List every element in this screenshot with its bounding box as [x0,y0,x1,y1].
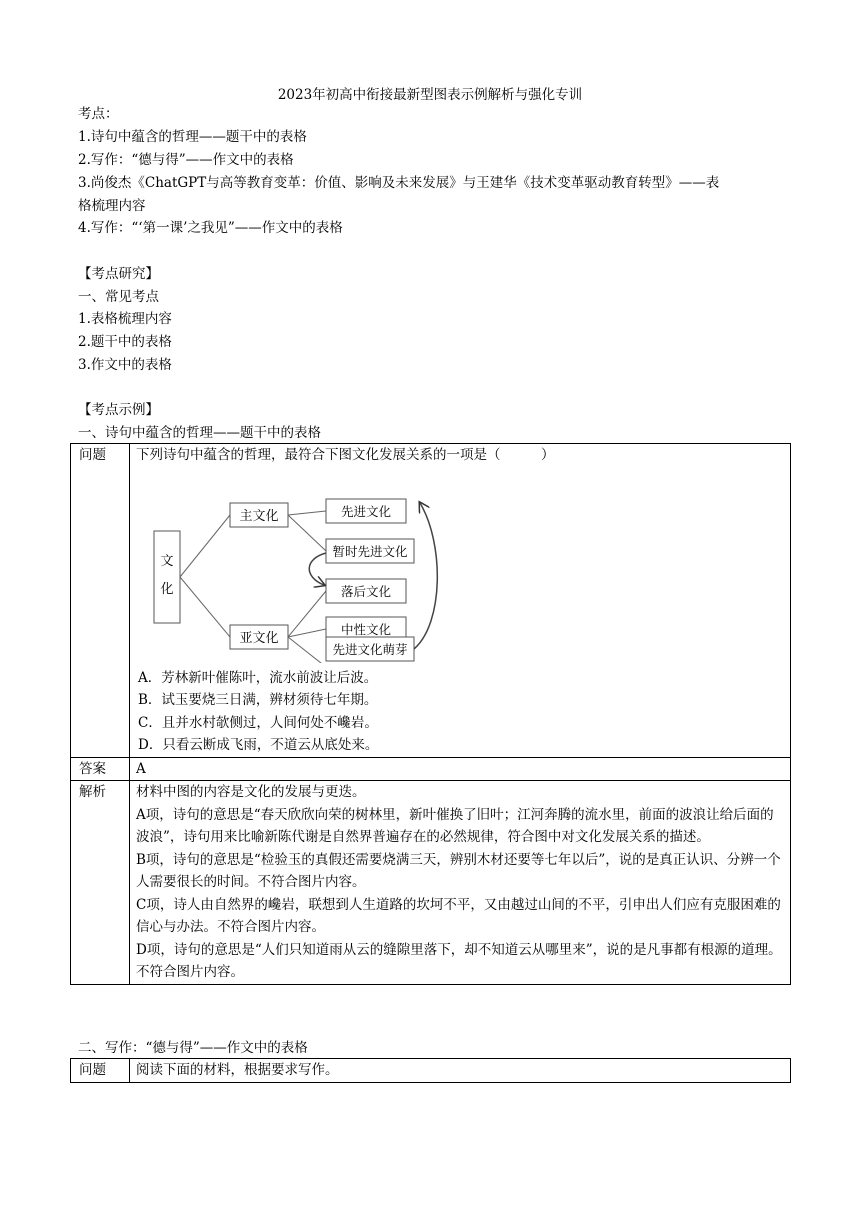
research-heading: 【考点研究】 [78,266,159,282]
question-label: 问题 [71,1059,130,1083]
question-text: 下列诗句中蕴含的哲理，最符合下图文化发展关系的一项是（ ） [136,447,555,463]
diagram-root-char: 文 [160,553,174,569]
diagram-root-char: 化 [160,581,174,597]
diagram-main-label: 主文化 [239,508,279,524]
research-item: 3.作文中的表格 [78,357,172,373]
diagram-node-neutral: 中性文化 [340,621,392,637]
question-cell [130,444,791,758]
analysis-label: 解析 [71,781,130,985]
diagram-node-advanced: 先进文化 [340,503,392,519]
option-b: B．试玉要烧三日满，辨材须待七年期。 [138,692,378,708]
example-table-1 [70,443,791,985]
examples-heading: 【考点示例】 [78,402,159,418]
table-row [71,1059,791,1083]
kaodian-item: 3.尚俊杰《ChatGPT与高等教育变革：价值、影响及未来发展》与王建华《技术变革驱动教育转型》——表 [78,175,720,191]
table-row [71,444,791,758]
question-text: 阅读下面的材料，根据要求写作。 [130,1059,791,1083]
research-subheading: 一、常见考点 [78,289,159,305]
diagram-sub-label: 亚文化 [239,630,279,646]
analysis-paragraph: 材料中图的内容是文化的发展与更迭。 [136,784,366,800]
diagram-root-box [154,531,180,623]
option-c: C．且并水村欹侧过，人间何处不巉岩。 [138,714,378,731]
kaodian-item-continued: 格梳理内容 [78,198,146,214]
kaodian-heading: 考点： [78,106,119,122]
analysis-paragraph: D项，诗句的意思是“人们只知道雨从云的缝隙里落下，却不知道云从哪里来”，说的是凡事都有根源的道理。不符合图片内容。 [136,941,782,980]
option-d: D．只看云断成飞雨，不道云从底处来。 [138,737,379,753]
answer-value: A [130,757,791,781]
diagram-edge [288,511,326,515]
diagram-node-sprout: 先进文化萌芽 [332,641,408,657]
research-item: 2.题干中的表格 [78,334,172,350]
kaodian-item: 2.写作：“德与得”——作文中的表格 [78,152,294,168]
culture-diagram [144,473,444,663]
diagram-edge [180,577,230,637]
section-heading-2: 二、写作：“德与得”——作文中的表格 [78,1040,308,1056]
diagram-edge [180,515,230,577]
diagram-arrow [414,503,437,649]
diagram-edge [288,515,326,551]
analysis-paragraph: C项，诗人由自然界的巉岩，联想到人生道路的坎坷不平，又由越过山间的不平，引申出人们应有克服困难的信心与办法。不符合图片内容。 [136,896,781,935]
example-table-2 [70,1058,791,1083]
analysis-paragraph: A项，诗句的意思是“春天欣欣向荣的树林里，新叶催换了旧叶；江河奔腾的流水里，前面的波浪让给后面的波浪”，诗句用来比喻新陈代谢是自然界普遍存在的必然规律，符合图中对文化发展关系的描述。 [136,806,774,845]
diagram-edge [288,637,326,663]
diagram-node-temporary: 暂时先进文化 [332,543,408,559]
research-item: 1.表格梳理内容 [78,311,172,327]
document-title: 2023年初高中衔接最新型图表示例解析与强化专训 [277,87,583,103]
table-row [71,757,791,781]
diagram-arrow [309,553,326,585]
question-label: 问题 [71,444,130,758]
diagram-node-backward: 落后文化 [340,583,392,599]
analysis-paragraph: B项，诗句的意思是“检验玉的真假还需要烧满三天，辨别木材还要等七年以后”，说的是真正认识、分辨一个人需要很长的时间。不符合图片内容。 [136,851,781,890]
option-a: A．芳林新叶催陈叶，流水前波让后波。 [138,669,378,686]
answer-label: 答案 [71,757,130,781]
kaodian-item: 1.诗句中蕴含的哲理——题干中的表格 [78,129,307,145]
table-row [71,781,791,985]
section-heading-1: 一、诗句中蕴含的哲理——题干中的表格 [78,425,321,441]
analysis-cell [130,781,791,985]
kaodian-item: 4.写作：“‘第一课’之我见”——作文中的表格 [78,220,343,236]
